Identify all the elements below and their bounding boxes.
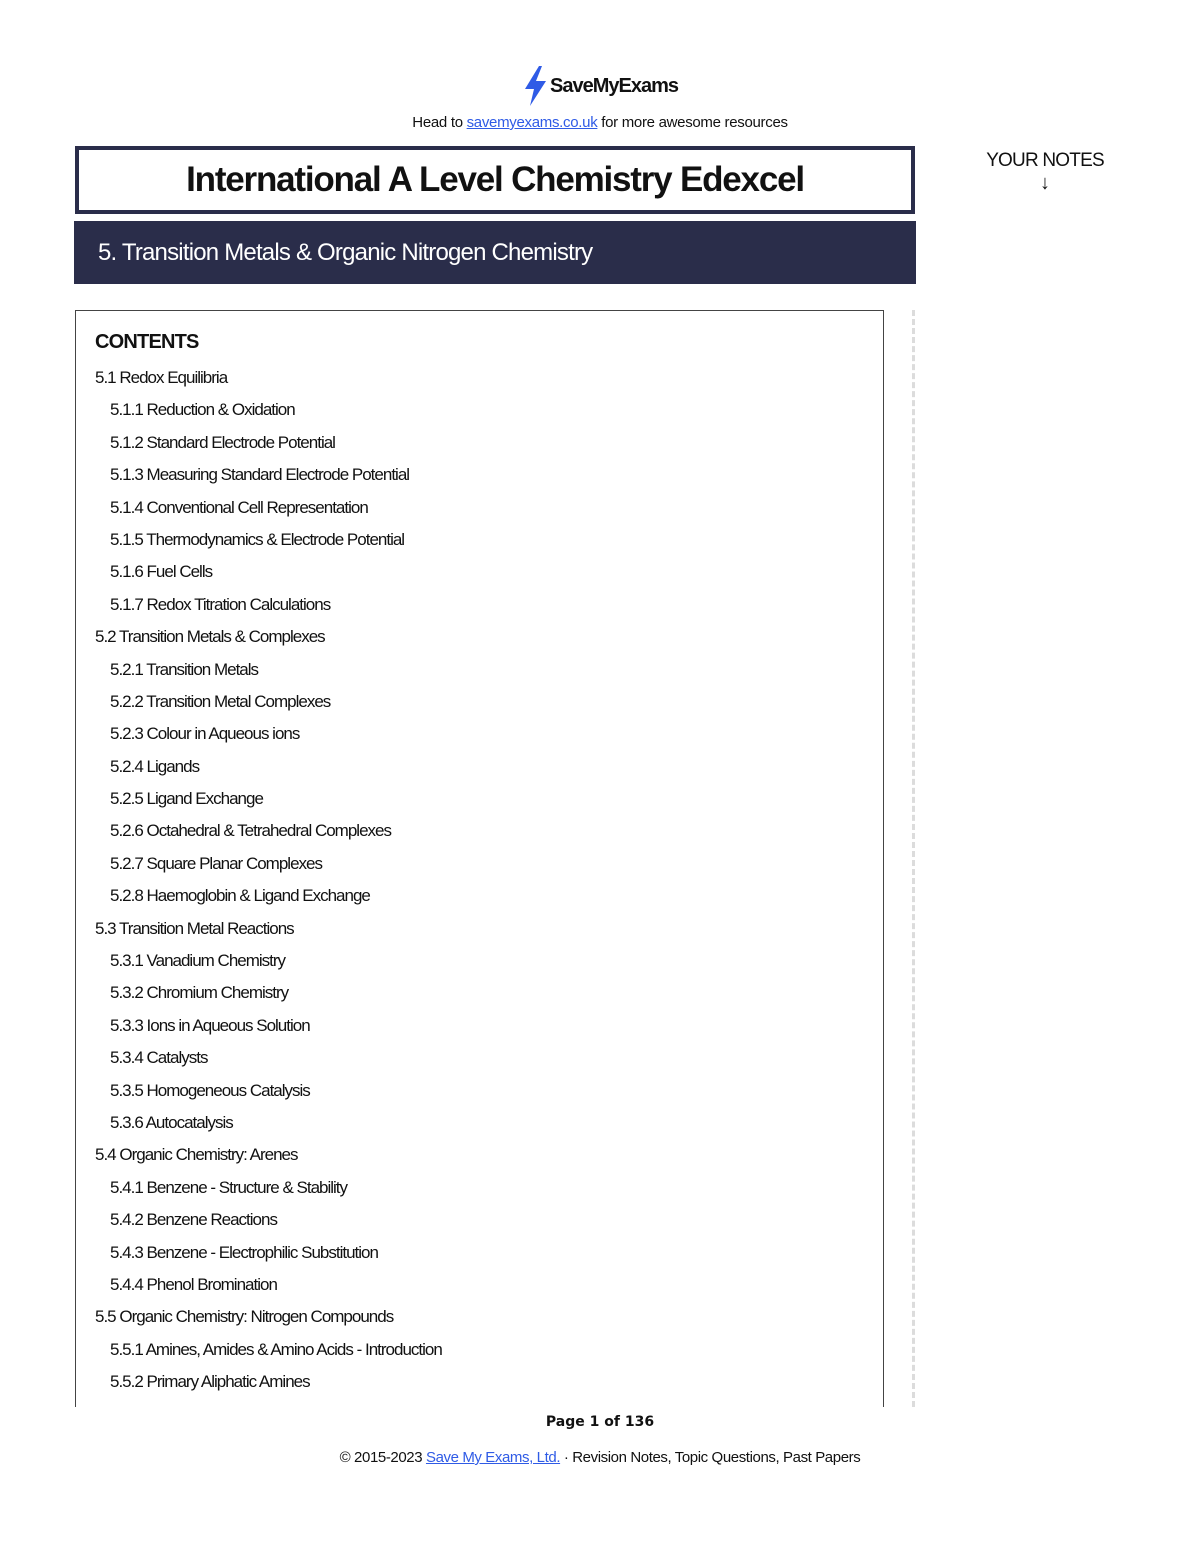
- toc-subsection-link[interactable]: 5.4.3 Benzene - Electrophilic Substitution: [110, 1242, 378, 1262]
- page-footer: [0, 1414, 1200, 1466]
- toc-section-link[interactable]: 5.2 Transition Metals & Complexes: [95, 627, 325, 647]
- toc-subsection-link[interactable]: 5.1.3 Measuring Standard Electrode Potential: [110, 465, 410, 485]
- tagline-suffix: for more awesome resources: [597, 114, 788, 131]
- contents-heading: CONTENTS: [95, 331, 199, 353]
- toc-subsection-link[interactable]: 5.1.1 Reduction & Oxidation: [110, 400, 295, 420]
- page-header: [0, 64, 1200, 131]
- toc-subsection-link[interactable]: 5.3.4 Catalysts: [110, 1048, 208, 1068]
- contents-panel: [75, 310, 884, 1407]
- toc-subsection-link[interactable]: 5.1.7 Redox Titration Calculations: [110, 594, 331, 614]
- toc-list: [95, 362, 883, 1399]
- toc-subsection-link[interactable]: 5.3.5 Homogeneous Catalysis: [110, 1080, 310, 1100]
- toc-subsection-link[interactable]: 5.5.1 Amines, Amides & Amino Acids - Introduction: [110, 1339, 442, 1359]
- notes-divider: [912, 310, 915, 1407]
- toc-subsection-link[interactable]: 5.4.4 Phenol Bromination: [110, 1274, 277, 1294]
- toc-subsection-link[interactable]: 5.4.1 Benzene - Structure & Stability: [110, 1177, 348, 1197]
- toc-subsection-link[interactable]: 5.2.1 Transition Metals: [110, 659, 259, 679]
- topic-banner: [74, 221, 916, 284]
- toc-subsection-link[interactable]: 5.3.3 Ions in Aqueous Solution: [110, 1015, 310, 1035]
- lightning-bolt-icon: [522, 65, 548, 107]
- toc-section-link[interactable]: 5.4 Organic Chemistry: Arenes: [95, 1145, 298, 1165]
- page-number: Page 1 of 136: [545, 1414, 655, 1430]
- arrow-down-icon: ↓: [1040, 172, 1050, 194]
- toc-subsection-link[interactable]: 5.5.2 Primary Aliphatic Amines: [110, 1372, 310, 1392]
- toc-subsection-link[interactable]: 5.1.4 Conventional Cell Representation: [110, 497, 368, 517]
- company-link[interactable]: Save My Exams, Ltd.: [425, 1449, 561, 1466]
- copyright-suffix: · Revision Notes, Topic Questions, Past Papers: [560, 1449, 861, 1466]
- toc-subsection-link[interactable]: 5.1.6 Fuel Cells: [110, 562, 213, 582]
- toc-subsection-link[interactable]: 5.4.2 Benzene Reactions: [110, 1210, 277, 1230]
- document-title-box: [75, 146, 915, 214]
- toc-subsection-link[interactable]: 5.3.6 Autocatalysis: [110, 1112, 233, 1132]
- tagline: [0, 114, 1200, 131]
- notes-label-text: YOUR NOTES: [986, 150, 1104, 171]
- toc-subsection-link[interactable]: 5.1.5 Thermodynamics & Electrode Potential: [110, 529, 405, 549]
- toc-section-link[interactable]: 5.3 Transition Metal Reactions: [95, 918, 294, 938]
- your-notes-label: [960, 150, 1130, 194]
- topic-title: 5. Transition Metals & Organic Nitrogen Chemistry: [98, 238, 593, 266]
- toc-subsection-link[interactable]: 5.1.2 Standard Electrode Potential: [110, 432, 335, 452]
- toc-subsection-link[interactable]: 5.2.4 Ligands: [110, 756, 200, 776]
- toc-subsection-link[interactable]: 5.3.2 Chromium Chemistry: [110, 983, 289, 1003]
- toc-subsection-link[interactable]: 5.2.6 Octahedral & Tetrahedral Complexes: [110, 821, 391, 841]
- toc-section-link[interactable]: 5.5 Organic Chemistry: Nitrogen Compounds: [95, 1307, 394, 1327]
- toc-subsection-link[interactable]: 5.2.8 Haemoglobin & Ligand Exchange: [110, 886, 370, 906]
- toc-subsection-link[interactable]: 5.2.3 Colour in Aqueous ions: [110, 724, 300, 744]
- toc-subsection-link[interactable]: 5.2.7 Square Planar Complexes: [110, 853, 322, 873]
- copyright-prefix: © 2015-2023: [339, 1449, 426, 1466]
- brand-name: SaveMyExams: [550, 74, 678, 97]
- toc-subsection-link[interactable]: 5.2.5 Ligand Exchange: [110, 789, 263, 809]
- copyright: [0, 1449, 1200, 1466]
- tagline-prefix: Head to: [412, 114, 467, 131]
- brand-logo[interactable]: [522, 64, 678, 108]
- toc-subsection-link[interactable]: 5.3.1 Vanadium Chemistry: [110, 951, 286, 971]
- toc-subsection-link[interactable]: 5.2.2 Transition Metal Complexes: [110, 691, 331, 711]
- toc-section-link[interactable]: 5.1 Redox Equilibria: [95, 368, 228, 387]
- site-link[interactable]: savemyexams.co.uk: [466, 114, 598, 131]
- document-title: International A Level Chemistry Edexcel: [186, 160, 804, 199]
